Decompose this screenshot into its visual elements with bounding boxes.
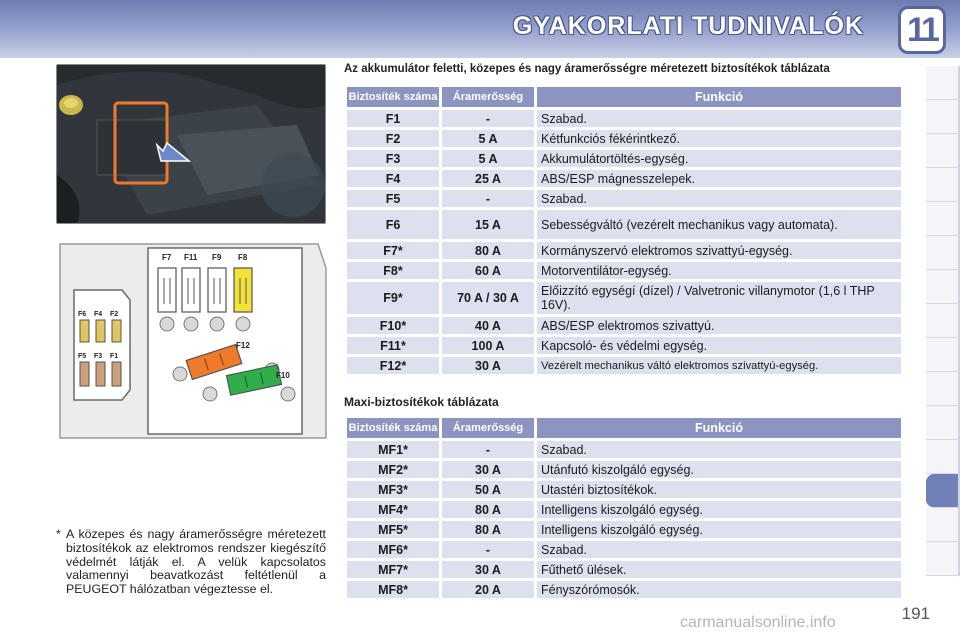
fuse-label-left: F5	[78, 353, 87, 360]
fuse-label-top: F11	[184, 253, 198, 262]
fuse-number: MF7*	[347, 561, 439, 578]
table-row	[347, 262, 901, 279]
table-row	[347, 337, 901, 354]
fuse-amperage: 15 A	[442, 210, 534, 239]
table-row	[347, 110, 901, 127]
fuse-number: F6	[347, 210, 439, 239]
fuse-amperage: -	[442, 541, 534, 558]
fuse-function: Akkumulátortöltés-egység.	[537, 150, 901, 167]
chapter-tab[interactable]	[926, 270, 960, 304]
chapter-tab[interactable]	[926, 338, 960, 372]
fuse-amperage: 5 A	[442, 150, 534, 167]
fuse-label-top: F9	[212, 253, 222, 262]
table-row	[347, 150, 901, 167]
table-row	[347, 170, 901, 187]
chapter-tab[interactable]	[926, 508, 960, 542]
fuse-function: Kapcsoló- és védelmi egység.	[537, 337, 901, 354]
fuse-number: F2	[347, 130, 439, 147]
table-row	[347, 521, 901, 538]
fuse-amperage: -	[442, 190, 534, 207]
fuse-amperage: 5 A	[442, 130, 534, 147]
footnote	[56, 528, 326, 597]
fuse-number: MF8*	[347, 581, 439, 598]
fuse-amperage: 60 A	[442, 262, 534, 279]
fuse-function: Fényszórómosók.	[537, 581, 901, 598]
fuse-number: MF4*	[347, 501, 439, 518]
fuse-amperage: 80 A	[442, 521, 534, 538]
page-header	[0, 0, 960, 58]
fuse-amperage: -	[442, 441, 534, 458]
engine-bay-illustration	[57, 65, 326, 224]
fuse-amperage: 80 A	[442, 501, 534, 518]
fuse-amperage: 80 A	[442, 242, 534, 259]
fuse-number: MF6*	[347, 541, 439, 558]
table-row	[347, 541, 901, 558]
fuse-label-f12: F12	[236, 341, 250, 350]
fuse-number: F1	[347, 110, 439, 127]
fuse-number: F7*	[347, 242, 439, 259]
column-header: Funkció	[537, 87, 901, 107]
fuse-function: Szabad.	[537, 441, 901, 458]
fuse-function: Szabad.	[537, 190, 901, 207]
fuse-amperage: -	[442, 110, 534, 127]
fuse-function: Fűthető ülések.	[537, 561, 901, 578]
chapter-tab[interactable]	[926, 542, 960, 576]
table-row	[347, 130, 901, 147]
watermark: carmanualsonline.info	[680, 614, 836, 631]
engine-bay-photo	[56, 64, 326, 224]
column-header: Biztosíték száma	[347, 418, 439, 438]
fuse-amperage: 20 A	[442, 581, 534, 598]
fuse-function: Utastéri biztosítékok.	[537, 481, 901, 498]
fuse-number: F4	[347, 170, 439, 187]
table-row	[347, 317, 901, 334]
chapter-tab[interactable]	[926, 134, 960, 168]
fuse-amperage: 70 A / 30 A	[442, 282, 534, 314]
fuse-function: Utánfutó kiszolgáló egység.	[537, 461, 901, 478]
fuse-amperage: 50 A	[442, 481, 534, 498]
fuse-number: F5	[347, 190, 439, 207]
fuse-table	[344, 84, 904, 377]
fuse-amperage: 40 A	[442, 317, 534, 334]
table-row	[347, 481, 901, 498]
table-row	[347, 441, 901, 458]
fuse-number: F9*	[347, 282, 439, 314]
fuse-function: Kétfunkciós fékérintkező.	[537, 130, 901, 147]
fuse-label-left: F6	[78, 311, 87, 318]
fuse-number: MF3*	[347, 481, 439, 498]
table-row	[347, 210, 901, 239]
chapter-tab[interactable]	[926, 406, 960, 440]
fuse-function: ABS/ESP mágnesszelepek.	[537, 170, 901, 187]
fuse-function: ABS/ESP elektromos szivattyú.	[537, 317, 901, 334]
fuse-amperage: 100 A	[442, 337, 534, 354]
fuse-function: Intelligens kiszolgáló egység.	[537, 521, 901, 538]
fuse-box-illustration	[56, 238, 328, 446]
fuse-number: MF5*	[347, 521, 439, 538]
fuse-function: Motorventilátor-egység.	[537, 262, 901, 279]
maxi-fuse-table	[344, 415, 904, 601]
footnote-text: A közepes és nagy áramerősségre méretezett biztosítékok az elektromos rendszer kiegészítő védelmét látják el. A velük kapcsolatos valamennyi beavatkozást feltétlenül a PEUGEOT hálózatban végeztesse el.	[66, 527, 326, 597]
fuse-function: Előizzító egységí (dízel) / Valvetronic villanymotor (1,6 l THP 16V).	[537, 282, 901, 314]
fuse-box-diagram	[56, 238, 328, 446]
section-title: GYAKORLATI TUDNIVALÓK	[512, 12, 864, 40]
fuse-label-top: F8	[238, 253, 248, 262]
page-number: 191	[901, 604, 930, 623]
fuse-label-left: F3	[94, 353, 103, 360]
fuse-label-left: F1	[110, 353, 119, 360]
fuse-amperage: 30 A	[442, 561, 534, 578]
fuse-label-left: F2	[110, 311, 119, 318]
fuse-amperage: 30 A	[442, 461, 534, 478]
chapter-tab[interactable]	[926, 304, 960, 338]
fuse-table-title: Az akkumulátor feletti, közepes és nagy áramerősségre méretezett biztosítékok táblázata	[344, 63, 830, 75]
table-row	[347, 242, 901, 259]
fuse-number: F10*	[347, 317, 439, 334]
fuse-label-left: F4	[94, 311, 103, 318]
fuse-number: F8*	[347, 262, 439, 279]
fuse-number: F11*	[347, 337, 439, 354]
table-row	[347, 357, 901, 374]
chapter-tab[interactable]	[926, 100, 960, 134]
column-header: Áramerősség	[442, 418, 534, 438]
table-row	[347, 282, 901, 314]
fuse-function: Kormányszervó elektromos szivattyú-egység.	[537, 242, 901, 259]
fuse-amperage: 25 A	[442, 170, 534, 187]
column-header: Funkció	[537, 418, 901, 438]
chapter-tab-active[interactable]	[926, 474, 960, 508]
fuse-function: Vezérelt mechanikus váltó elektromos szivattyú-egység.	[537, 357, 901, 374]
fuse-function: Szabad.	[537, 541, 901, 558]
chapter-tab[interactable]	[926, 66, 960, 100]
fuse-function: Intelligens kiszolgáló egység.	[537, 501, 901, 518]
table-row	[347, 501, 901, 518]
chapter-tab[interactable]	[926, 372, 960, 406]
fuse-number: F3	[347, 150, 439, 167]
table-row	[347, 190, 901, 207]
fuse-number: F12*	[347, 357, 439, 374]
fuse-number: MF2*	[347, 461, 439, 478]
fuse-function: Szabad.	[537, 110, 901, 127]
fuse-label-top: F7	[162, 253, 172, 262]
fuse-label-f10: F10	[276, 371, 290, 380]
table-header-row	[347, 418, 901, 438]
fuse-number: MF1*	[347, 441, 439, 458]
chapter-tab[interactable]	[926, 236, 960, 270]
column-header: Áramerősség	[442, 87, 534, 107]
chapter-tab[interactable]	[926, 440, 960, 474]
table-header-row	[347, 87, 901, 107]
chapter-tab[interactable]	[926, 202, 960, 236]
table-row	[347, 561, 901, 578]
table-row	[347, 461, 901, 478]
column-header: Biztosíték száma	[347, 87, 439, 107]
fuse-function: Sebességváltó (vezérelt mechanikus vagy automata).	[537, 210, 901, 239]
footnote-marker: *	[56, 527, 61, 541]
chapter-tabs	[926, 66, 960, 576]
fuse-amperage: 30 A	[442, 357, 534, 374]
chapter-badge: 11	[898, 6, 946, 54]
maxi-fuse-table-title: Maxi-biztosítékok táblázata	[344, 395, 499, 409]
table-row	[347, 581, 901, 598]
chapter-tab[interactable]	[926, 168, 960, 202]
